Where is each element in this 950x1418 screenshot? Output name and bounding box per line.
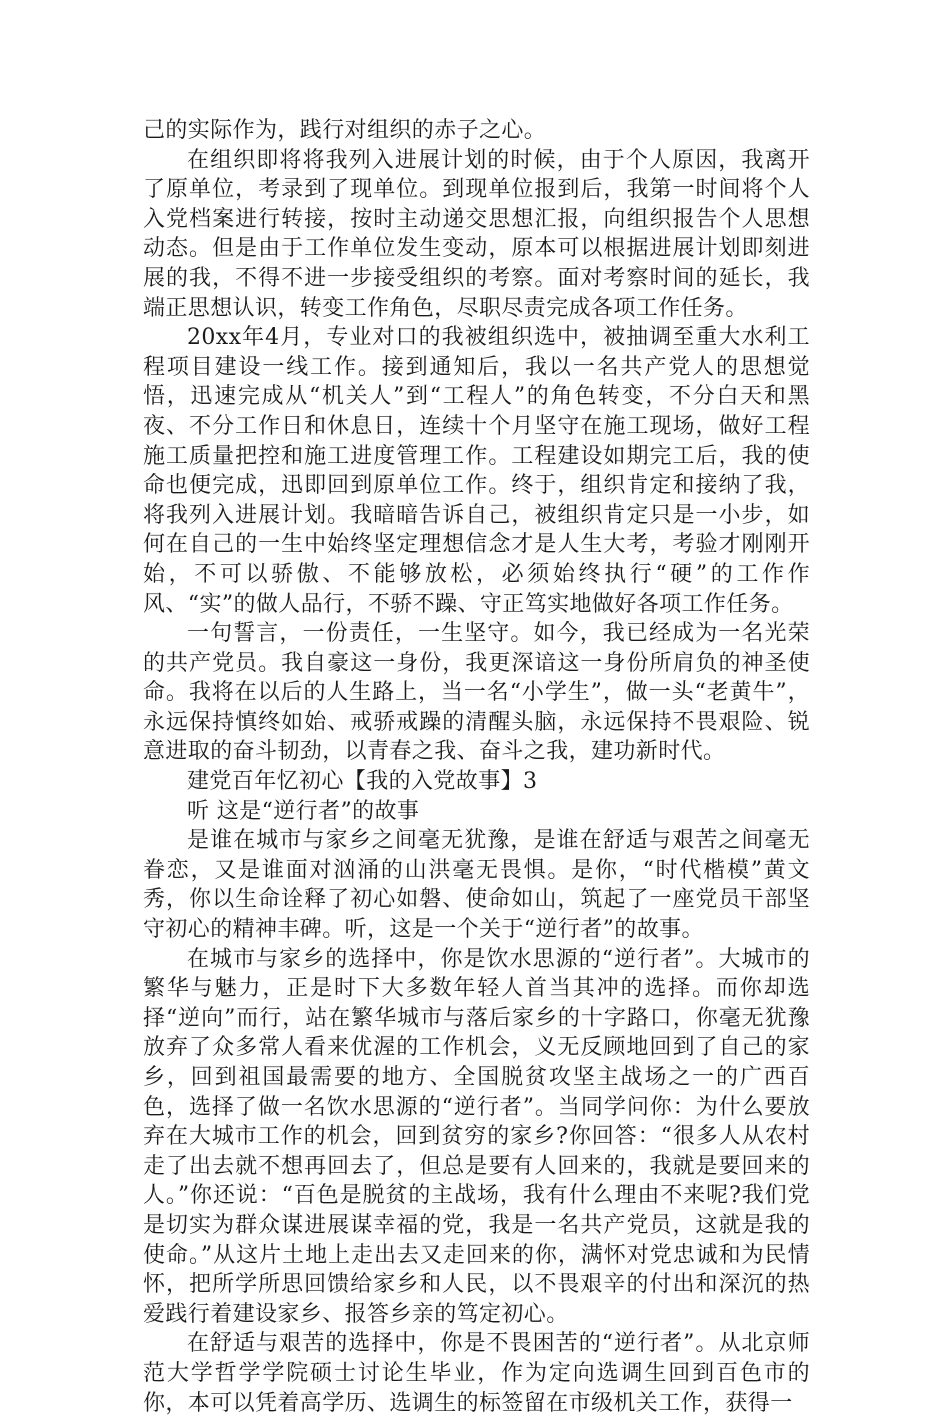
- paragraph-4: 一句誓言，一份责任，一生坚守。如今，我已经成为一名光荣的共产党员。我自豪这一身份，我更深谙这一身份所肩负的神圣使命。我将在以后的人生路上，当一名“小学生”，做一头“老黄牛”，永远保持慎终如始、戒骄戒躁的清醒头脑，永远保持不畏艰险、锐意进取的奋斗韧劲，以青春之我、奋斗之我，建功新时代。: [143, 621, 810, 765]
- paragraph-6: 在城市与家乡的选择中，你是饮水思源的“逆行者”。大城市的繁华与魅力，正是时下大多数年轻人首当其冲的选择。而你却选择“逆向”而行，站在繁华城市与落后家乡的十字路口，你毫无犹豫放弃了众多常人看来优渥的工作机会，义无反顾地回到了自己的家乡，回到祖国最需要的地方、全国脱贫攻坚主战场之一的广西百色，选择了做一名饮水思源的“逆行者”。当同学问你：为什么要放弃在大城市工作的机会，回到贫穷的家乡?你回答：“很多人从农村走了出去就不想再回去了，但总是要有人回来的，我就是要回来的人。”你还说：“百色是脱贫的主战场，我有什么理由不来呢?我们党是切实为群众谋进展谋幸福的党，我是一名共产党员，这就是我的使命。”从这片土地上走出去又走回来的你，满怀对党忠诚和为民情怀，把所学所思回馈给家乡和人民，以不畏艰辛的付出和深沉的热爱践行着建设家乡、报答乡亲的笃定初心。: [143, 946, 810, 1327]
- paragraph-3: 20xx年4月，专业对口的我被组织选中，被抽调至重大水利工程项目建设一线工作。接到通知后，我以一名共产党人的思想觉悟，迅速完成从“机关人”到“工程人”的角色转变，不分白天和黑夜、不分工作日和休息日，连续十个月坚守在施工现场，做好工程施工质量把控和施工进度管理工作。工程建设如期完工后，我的使命也便完成，迅即回到原单位工作。终于，组织肯定和接纳了我，将我列入进展计划。我暗暗告诉自己，被组织肯定只是一小步，如何在自己的一生中始终坚定理想信念才是人生大考，考验才刚刚开始，不可以骄傲、不能够放松，必须始终执行“硬”的工作作风、“实”的做人品行，不骄不躁、守正笃实地做好各项工作任务。: [143, 325, 810, 617]
- paragraph-1: 己的实际作为，践行对组织的赤子之心。: [143, 118, 547, 143]
- paragraph-7: 在舒适与艰苦的选择中，你是不畏困苦的“逆行者”。从北京师范大学哲学学院硕士讨论生毕业，作为定向选调生回到百色市的你，本可以凭着高学历、选调生的标签留在市级机关工作，获得一: [143, 1331, 810, 1416]
- paragraph-5: 是谁在城市与家乡之间毫无犹豫，是谁在舒适与艰苦之间毫无眷恋，又是谁面对汹涌的山洪毫无畏惧。是你，“时代楷模”黄文秀，你以生命诠释了初心如磐、使命如山，筑起了一座党员干部坚守初心的精神丰碑。听，这是一个关于“逆行者”的故事。: [143, 828, 810, 943]
- document-body: [143, 116, 810, 1418]
- section-heading: 建党百年忆初心【我的入党故事】3: [187, 769, 538, 795]
- section-subheading: 听 这是“逆行者”的故事: [187, 798, 420, 824]
- paragraph-2: 在组织即将将我列入进展计划的时候，由于个人原因，我离开了原单位，考录到了现单位。到现单位报到后，我第一时间将个人入党档案进行转接，按时主动递交思想汇报，向组织报告个人思想动态。但是由于工作单位发生变动，原本可以根据进展计划即刻进展的我，不得不进一步接受组织的考察。面对考察时间的延长，我端正思想认识，转变工作角色，尽职尽责完成各项工作任务。: [143, 147, 810, 321]
